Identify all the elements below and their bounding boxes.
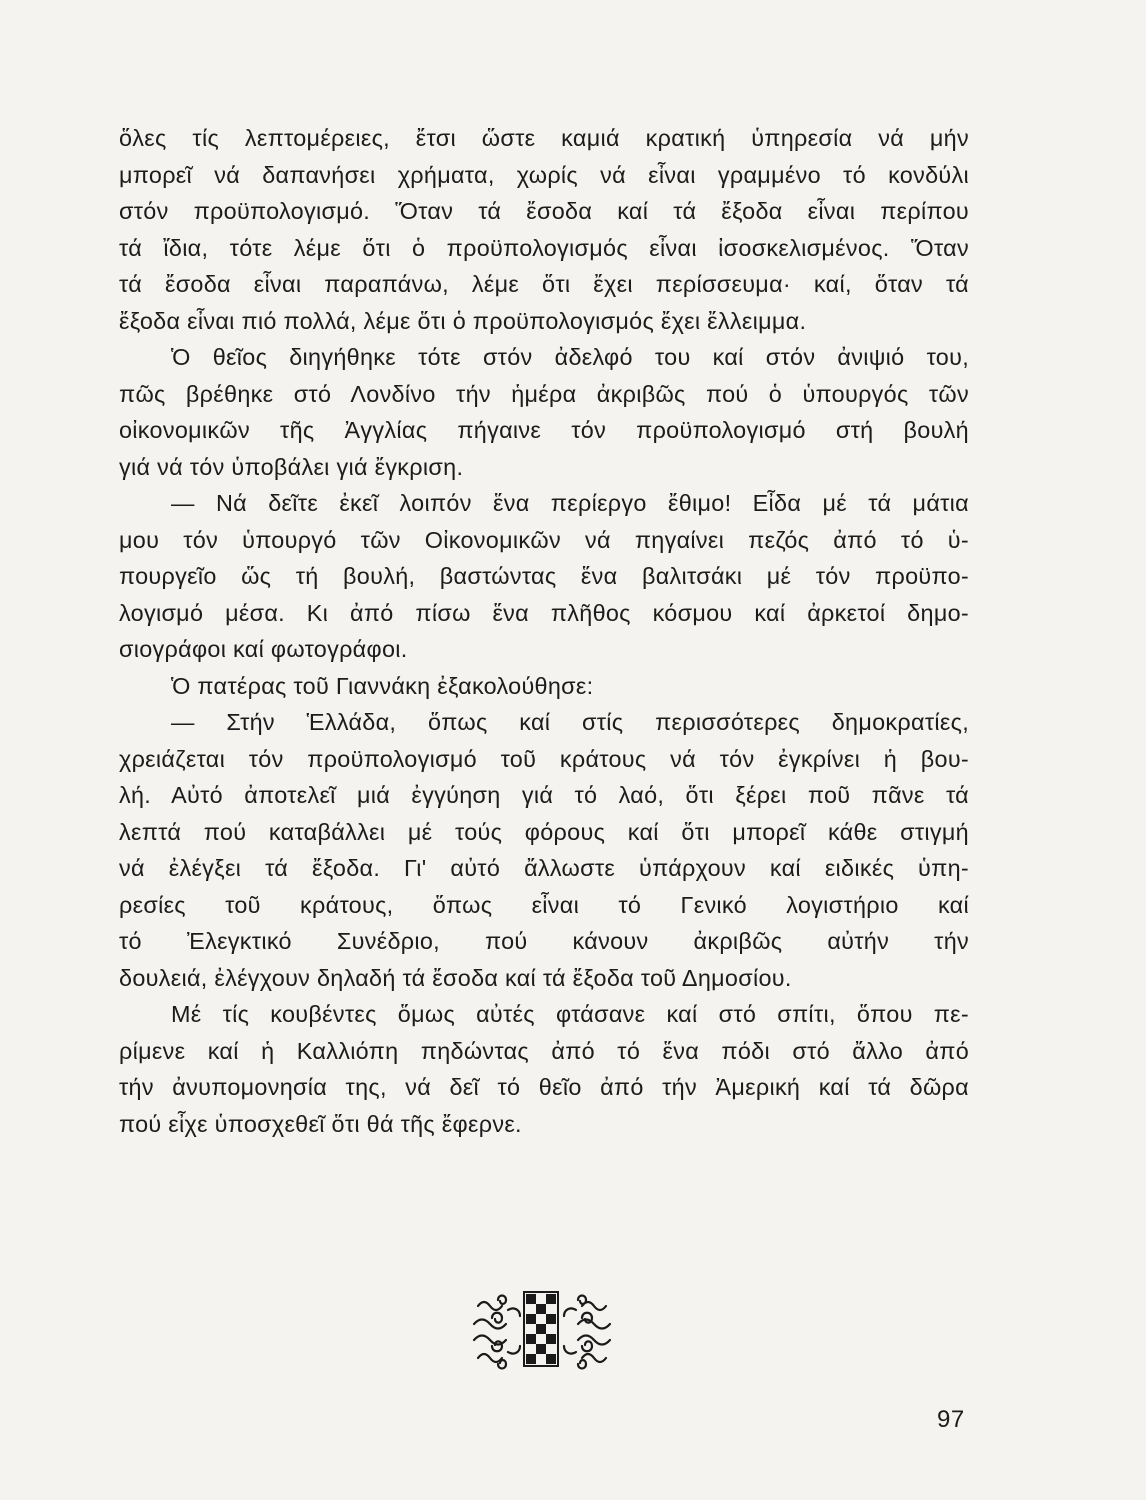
text-line: τό Ἐλεγκτικό Συνέδριο, πού κάνουν ἀκριβῶς αὐτήν τήν (119, 928, 969, 954)
text-line: τά ἔσοδα εἶναι παραπάνω, λέμε ὅτι ἔχει περίσσευμα· καί, ὅταν τά (119, 271, 969, 297)
body-text (119, 120, 969, 1142)
text-line: λή. Αὐτό ἀποτελεῖ μιά ἐγγύηση γιά τό λαό, ὅτι ξέρει ποῦ πᾶνε τά (119, 782, 969, 808)
page-number: 97 (937, 1406, 965, 1433)
text-line: ρίμενε καί ἡ Καλλιόπη πηδώντας ἀπό τό ἕνα πόδι στό ἄλλο ἀπό (119, 1037, 969, 1064)
text-line: πού εἶχε ὑποσχεθεῖ ὅτι θά τῆς ἔφερνε. (119, 1110, 522, 1137)
text-line: Μέ τίς κουβέντες ὅμως αὐτές φτάσανε καί στό σπίτι, ὅπου πε- (171, 1001, 969, 1027)
text-line: στόν προϋπολογισμό. Ὅταν τά ἔσοδα καί τά ἔξοδα εἶναι περίπου (119, 198, 969, 224)
text-line: σιογράφοι καί φωτογράφοι. (119, 636, 408, 662)
text-line: τήν ἀνυπομονησία της, νά δεῖ τό θεῖο ἀπό τήν Ἀμερική καί τά δῶρα (119, 1074, 969, 1100)
text-line: Ὁ πατέρας τοῦ Γιαννάκη ἐξακολούθησε: (171, 672, 594, 699)
text-line: ὅλες τίς λεπτομέρειες, ἔτσι ὥστε καμιά κρατική ὑπηρεσία νά μήν (119, 125, 969, 151)
text-line: μπορεῖ νά δαπανήσει χρήματα, χωρίς νά εἶναι γραμμένο τό κονδύλι (119, 161, 969, 188)
text-line: Ὁ θεῖος διηγήθηκε τότε στόν ἀδελφό του καί στόν ἀνιψιό του, (171, 344, 969, 370)
text-line: γιά νά τόν ὑποβάλει γιά ἔγκριση. (119, 453, 464, 480)
decorative-ornament-icon (468, 1290, 616, 1372)
text-line: λεπτά πού καταβάλλει μέ τούς φόρους καί ὅτι μπορεῖ κάθε στιγμή (119, 818, 969, 845)
text-line: ἔξοδα εἶναι πιό πολλά, λέμε ὅτι ὁ προϋπολογισμός ἔχει ἔλλειμμα. (119, 307, 807, 334)
text-line: χρειάζεται τόν προϋπολογισμό τοῦ κράτους νά τόν ἐγκρίνει ἡ βου- (119, 745, 969, 772)
text-line: πουργεῖο ὥς τή βουλή, βαστώντας ἕνα βαλιτσάκι μέ τόν προϋπο- (119, 563, 969, 589)
text-line: — Νά δεῖτε ἐκεῖ λοιπόν ἕνα περίεργο ἔθιμο! Εἶδα μέ τά μάτια (171, 490, 969, 516)
text-line: ρεσίες τοῦ κράτους, ὅπως εἶναι τό Γενικό λογιστήριο καί (119, 891, 969, 918)
text-line: πῶς βρέθηκε στό Λονδίνο τήν ἡμέρα ἀκριβῶς πού ὁ ὑπουργός τῶν (119, 380, 969, 407)
text-line: οἰκονομικῶν τῆς Ἀγγλίας πήγαινε τόν προϋπολογισμό στή βουλή (119, 417, 969, 443)
text-line: μου τόν ὑπουργό τῶν Οἰκονομικῶν νά πηγαίνει πεζός ἀπό τό ὑ- (119, 526, 969, 553)
text-line: νά ἐλέγξει τά ἔξοδα. Γι' αὐτό ἄλλωστε ὑπάρχουν καί ειδικές ὑπη- (119, 855, 969, 881)
text-line: δουλειά, ἐλέγχουν δηλαδή τά ἔσοδα καί τά ἔξοδα τοῦ Δημοσίου. (119, 964, 792, 991)
text-line: λογισμό μέσα. Κι ἀπό πίσω ἕνα πλῆθος κόσμου καί ἀρκετοί δημο- (119, 599, 969, 626)
text-line: τά ἴδια, τότε λέμε ὅτι ὁ προϋπολογισμός εἶναι ἰσοσκελισμένος. Ὅταν (119, 234, 969, 261)
text-line: — Στήν Ἑλλάδα, ὅπως καί στίς περισσότερες δημοκρατίες, (171, 709, 969, 735)
